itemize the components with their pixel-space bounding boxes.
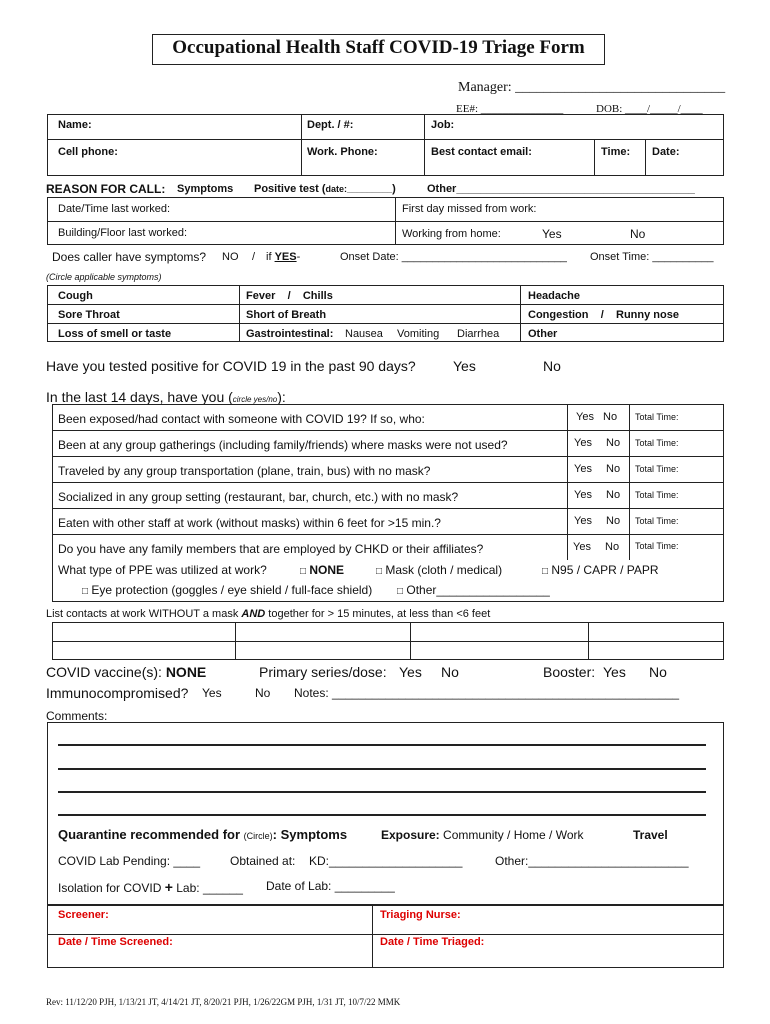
working-home-yes[interactable]: Yes bbox=[542, 227, 562, 241]
booster-no[interactable]: No bbox=[649, 664, 667, 680]
symptom-vomiting[interactable]: Vomiting bbox=[397, 328, 440, 340]
exposure-q4: Socialized in any group setting (restaurant, bar, church, etc.) with no mask? bbox=[58, 490, 459, 504]
exposure-q2: Been at any group gatherings (including family/friends) where masks were not used? bbox=[58, 438, 508, 452]
checkbox-icon: □ bbox=[397, 586, 404, 597]
quarantine-symptoms[interactable]: Symptoms bbox=[280, 827, 348, 842]
comment-line[interactable] bbox=[58, 814, 706, 816]
date-of-lab-field[interactable]: Date of Lab: _________ bbox=[266, 879, 395, 893]
reason-other[interactable]: Other_______________________________________ bbox=[427, 183, 695, 195]
comments-label: Comments: bbox=[46, 709, 108, 723]
tested-positive-question: Have you tested positive for COVID 19 in the past 90 days? bbox=[46, 358, 416, 374]
top-table bbox=[47, 114, 724, 176]
exposure-q3: Traveled by any group transportation (plane, train, bus) with no mask? bbox=[58, 464, 431, 478]
quarantine-travel[interactable]: Travel bbox=[633, 828, 668, 842]
q5-yes[interactable]: Yes bbox=[574, 515, 592, 527]
first-missed-field[interactable]: First day missed from work: bbox=[402, 203, 537, 215]
immuno-label: Immunocompromised? bbox=[46, 685, 189, 701]
q6-yes[interactable]: Yes bbox=[573, 541, 591, 553]
q6-total-time[interactable]: Total Time: bbox=[635, 541, 679, 551]
vaccine-label: COVID vaccine(s): NONE bbox=[46, 664, 207, 680]
checkbox-icon: □ bbox=[376, 566, 383, 577]
q3-yes[interactable]: Yes bbox=[574, 463, 592, 475]
quarantine-label: Quarantine recommended for (Circle): Symptoms bbox=[58, 827, 348, 842]
notes-field[interactable]: Notes: ____________________________________________________ bbox=[294, 686, 680, 700]
email-field[interactable]: Best contact email: bbox=[431, 146, 532, 158]
triaging-nurse-field[interactable]: Triaging Nurse: bbox=[380, 909, 461, 921]
other-lab-field[interactable]: Other:________________________ bbox=[495, 854, 689, 868]
datetime-screened-field[interactable]: Date / Time Screened: bbox=[58, 936, 173, 948]
checkbox-icon: □ bbox=[300, 566, 307, 577]
kd-field[interactable]: KD:____________________ bbox=[309, 854, 463, 868]
exposure-q5: Eaten with other staff at work (without masks) within 6 feet for >15 min.? bbox=[58, 516, 441, 530]
ppe-question: What type of PPE was utilized at work? bbox=[58, 563, 267, 577]
symptom-gi: Gastrointestinal: bbox=[246, 328, 334, 340]
name-field[interactable]: Name: bbox=[58, 119, 92, 131]
tested-positive-no[interactable]: No bbox=[543, 358, 561, 374]
ppe-eye-option[interactable]: □ Eye protection (goggles / eye shield / full-face shield) bbox=[82, 583, 373, 597]
q1-total-time[interactable]: Total Time: bbox=[635, 412, 679, 422]
immuno-no[interactable]: No bbox=[255, 686, 271, 700]
symptom-fever[interactable]: Fever / Chills bbox=[246, 290, 333, 302]
q6-no[interactable]: No bbox=[605, 541, 620, 553]
manager-field[interactable]: Manager: ______________________________ bbox=[458, 80, 726, 95]
ppe-none-option[interactable]: □ NONE bbox=[300, 563, 345, 577]
comment-line[interactable] bbox=[58, 744, 706, 746]
symptom-other[interactable]: Other bbox=[528, 328, 558, 340]
immuno-yes[interactable]: Yes bbox=[202, 686, 222, 700]
q5-total-time[interactable]: Total Time: bbox=[635, 516, 679, 526]
symptom-cough[interactable]: Cough bbox=[58, 290, 93, 302]
reason-symptoms[interactable]: Symptoms bbox=[177, 183, 234, 195]
working-home-label: Working from home: bbox=[402, 228, 501, 240]
ppe-n95-option[interactable]: □ N95 / CAPR / PAPR bbox=[542, 563, 659, 577]
revision-footer: Rev: 11/12/20 PJH, 1/13/21 JT, 4/14/21 JT, 8/20/21 PJH, 1/26/22GM PJH, 1/31 JT, 10/7/22 MMK bbox=[46, 997, 401, 1007]
booster-label: Booster: bbox=[543, 664, 596, 680]
booster-yes[interactable]: Yes bbox=[603, 664, 626, 680]
dob-field[interactable]: DOB: ____/_____/____ bbox=[596, 103, 703, 115]
onset-date-field[interactable]: Onset Date: ___________________________ bbox=[340, 251, 567, 263]
date-field[interactable]: Date: bbox=[652, 146, 680, 158]
symptoms-if-yes[interactable]: if YES- bbox=[266, 251, 301, 263]
q4-no[interactable]: No bbox=[606, 489, 621, 501]
symptom-sob[interactable]: Short of Breath bbox=[246, 309, 327, 321]
symptom-headache[interactable]: Headache bbox=[528, 290, 580, 302]
circle-note: (Circle applicable symptoms) bbox=[46, 272, 162, 282]
screener-field[interactable]: Screener: bbox=[58, 909, 109, 921]
comment-line[interactable] bbox=[58, 768, 706, 770]
ppe-other-option[interactable]: □ Other_________________ bbox=[397, 583, 550, 597]
primary-yes[interactable]: Yes bbox=[399, 664, 422, 680]
q1-no[interactable]: No bbox=[603, 411, 618, 423]
dept-field[interactable]: Dept. / #: bbox=[307, 119, 354, 131]
symptom-sore-throat[interactable]: Sore Throat bbox=[58, 309, 120, 321]
quarantine-exposure: Exposure: Community / Home / Work bbox=[381, 828, 584, 842]
contacts-label: List contacts at work WITHOUT a mask AND together for > 15 minutes, at less than <6 feet bbox=[46, 608, 491, 620]
q2-yes[interactable]: Yes bbox=[574, 437, 592, 449]
time-field[interactable]: Time: bbox=[601, 146, 631, 158]
obtained-at-label: Obtained at: bbox=[230, 854, 296, 868]
q4-yes[interactable]: Yes bbox=[574, 489, 592, 501]
ee-field[interactable]: EE#: _______________ bbox=[456, 103, 564, 115]
exposure-options[interactable]: Community / Home / Work bbox=[443, 828, 584, 842]
primary-no[interactable]: No bbox=[441, 664, 459, 680]
q5-no[interactable]: No bbox=[606, 515, 621, 527]
isolation-field[interactable]: Isolation for COVID + Lab: ______ bbox=[58, 879, 243, 895]
q2-no[interactable]: No bbox=[606, 437, 621, 449]
vaccine-none[interactable]: NONE bbox=[165, 664, 207, 680]
exposure-q1: Been exposed/had contact with someone with COVID 19? If so, who: bbox=[58, 412, 425, 426]
checkbox-icon: □ bbox=[82, 586, 89, 597]
tested-positive-yes[interactable]: Yes bbox=[453, 358, 476, 374]
symptom-diarrhea[interactable]: Diarrhea bbox=[457, 328, 500, 340]
lab-pending-field[interactable]: COVID Lab Pending: ____ bbox=[58, 854, 201, 868]
symptom-smell[interactable]: Loss of smell or taste bbox=[58, 328, 172, 340]
q1-yes[interactable]: Yes bbox=[576, 411, 594, 423]
work-phone-field[interactable]: Work. Phone: bbox=[307, 146, 378, 158]
building-field[interactable]: Building/Floor last worked: bbox=[58, 227, 188, 239]
job-field[interactable]: Job: bbox=[431, 119, 455, 131]
primary-series-label: Primary series/dose: bbox=[259, 664, 387, 680]
datetime-triaged-field[interactable]: Date / Time Triaged: bbox=[380, 936, 485, 948]
symptoms-question: Does caller have symptoms? bbox=[52, 250, 207, 264]
comment-line[interactable] bbox=[58, 791, 706, 793]
reason-positive[interactable]: Positive test (date:_________) bbox=[254, 183, 396, 195]
symptoms-no[interactable]: NO bbox=[222, 251, 239, 263]
working-home-no[interactable]: No bbox=[630, 227, 646, 241]
ppe-mask-option[interactable]: □ Mask (cloth / medical) bbox=[376, 563, 503, 577]
onset-time-field[interactable]: Onset Time: __________ bbox=[590, 251, 714, 263]
last14-intro: In the last 14 days, have you (circle yes/no): bbox=[46, 389, 286, 405]
symptom-congestion[interactable]: Congestion / Runny nose bbox=[528, 309, 679, 321]
form-title: Occupational Health Staff COVID-19 Triage Form bbox=[172, 37, 585, 58]
exposure-q6: Do you have any family members that are employed by CHKD or their affiliates? bbox=[58, 542, 484, 556]
checkbox-icon: □ bbox=[542, 566, 549, 577]
q3-total-time[interactable]: Total Time: bbox=[635, 464, 679, 474]
last-worked-field[interactable]: Date/Time last worked: bbox=[58, 203, 171, 215]
symptoms-slash: / bbox=[252, 251, 256, 263]
q3-no[interactable]: No bbox=[606, 463, 621, 475]
symptom-nausea[interactable]: Nausea bbox=[345, 328, 383, 340]
q4-total-time[interactable]: Total Time: bbox=[635, 490, 679, 500]
reason-label: REASON FOR CALL: bbox=[46, 182, 166, 196]
q2-total-time[interactable]: Total Time: bbox=[635, 438, 679, 448]
cell-phone-field[interactable]: Cell phone: bbox=[58, 146, 118, 158]
